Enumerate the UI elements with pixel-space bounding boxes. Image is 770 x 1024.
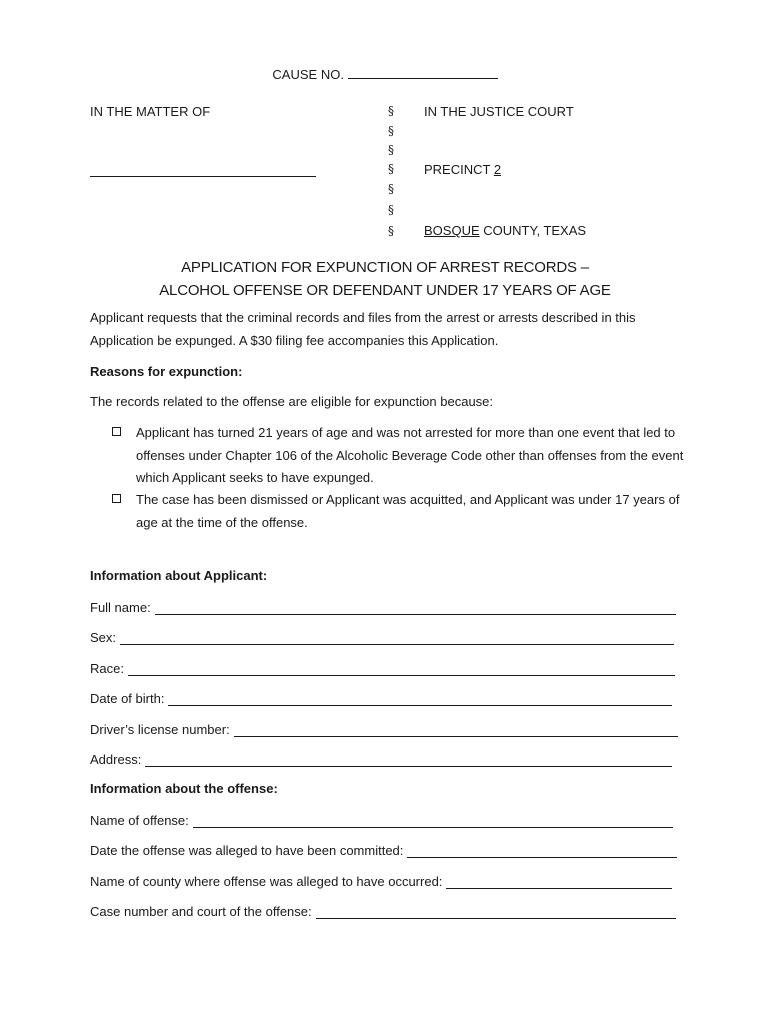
offense-county-field[interactable] <box>90 871 672 889</box>
cause-label: CAUSE NO. <box>272 67 344 82</box>
field-label: Date the offense was alleged to have been committed: <box>90 843 404 858</box>
intro-paragraph: Applicant requests that the criminal records and files from the arrest or arrests described in this Application be expunged. A $30 filing fee accompanies this Application. <box>90 310 636 348</box>
precinct-number: 2 <box>493 162 502 177</box>
reasons-lead: The records related to the offense are eligible for expunction because: <box>90 394 494 409</box>
court-name: IN THE JUSTICE COURT <box>424 104 574 119</box>
sex-field[interactable] <box>90 627 674 645</box>
checkbox[interactable] <box>112 494 121 503</box>
precinct <box>424 162 501 177</box>
section-symbol: § <box>388 124 394 138</box>
field-label: Address: <box>90 752 142 767</box>
field-label: Name of county where offense was alleged to have occurred: <box>90 874 443 889</box>
sex-input[interactable] <box>120 630 674 645</box>
field-label: Sex: <box>90 630 117 645</box>
case-number-input[interactable] <box>316 904 676 919</box>
address-input[interactable] <box>145 752 672 767</box>
section-symbol: § <box>388 203 394 217</box>
reason-option-text: The case has been dismissed or Applicant was acquitted, and Applicant was under 17 years of age at the time of the offense. <box>136 492 680 530</box>
race-input[interactable] <box>128 661 675 676</box>
drivers-license-input[interactable] <box>234 722 678 737</box>
field-label: Date of birth: <box>90 691 165 706</box>
county-suffix: COUNTY, TEXAS <box>479 223 587 238</box>
reason-option-text: Applicant has turned 21 years of age and was not arrested for more than one event that led to offenses under Chapter 106 of the Alcoholic Beverage Code other than offenses from the event which Applicant seeks to have expunged. <box>136 425 684 485</box>
field-label: Race: <box>90 661 124 676</box>
offense-county-input[interactable] <box>446 874 672 889</box>
cause-number-blank[interactable] <box>348 66 498 79</box>
full-name-input[interactable] <box>155 600 676 615</box>
field-label: Driver’s license number: <box>90 722 230 737</box>
reasons-heading: Reasons for expunction: <box>90 364 243 379</box>
date-of-birth-field[interactable] <box>90 688 672 706</box>
field-label: Name of offense: <box>90 813 189 828</box>
county <box>424 223 586 238</box>
field-label: Case number and court of the offense: <box>90 904 312 919</box>
title-line-2: ALCOHOL OFFENSE OR DEFENDANT UNDER 17 YEARS OF AGE <box>159 282 611 299</box>
reason-option-2[interactable] <box>112 489 692 534</box>
offense-date-field[interactable] <box>90 840 677 858</box>
offense-name-field[interactable] <box>90 810 673 828</box>
section-symbol: § <box>388 182 394 196</box>
county-name: BOSQUE <box>424 223 480 238</box>
section-symbol: § <box>388 143 394 157</box>
field-label: Full name: <box>90 600 151 615</box>
race-field[interactable] <box>90 658 675 676</box>
precinct-label: PRECINCT <box>424 162 491 177</box>
checkbox[interactable] <box>112 427 121 436</box>
full-name-field[interactable] <box>90 597 676 615</box>
drivers-license-field[interactable] <box>90 719 678 737</box>
section-symbol: § <box>388 162 394 176</box>
section-symbol: § <box>388 224 394 238</box>
cause-number <box>0 66 770 82</box>
matter-label: IN THE MATTER OF <box>90 104 211 119</box>
matter-name-blank[interactable] <box>90 176 316 177</box>
offense-date-input[interactable] <box>407 843 677 858</box>
offense-heading: Information about the offense: <box>90 781 278 796</box>
section-symbol: § <box>388 104 394 118</box>
date-of-birth-input[interactable] <box>168 691 672 706</box>
applicant-heading: Information about Applicant: <box>90 568 268 583</box>
title-line-1: APPLICATION FOR EXPUNCTION OF ARREST RECORDS – <box>181 259 589 276</box>
offense-name-input[interactable] <box>193 813 673 828</box>
reason-option-1[interactable] <box>112 422 692 490</box>
address-field[interactable] <box>90 749 672 767</box>
case-number-field[interactable] <box>90 901 676 919</box>
